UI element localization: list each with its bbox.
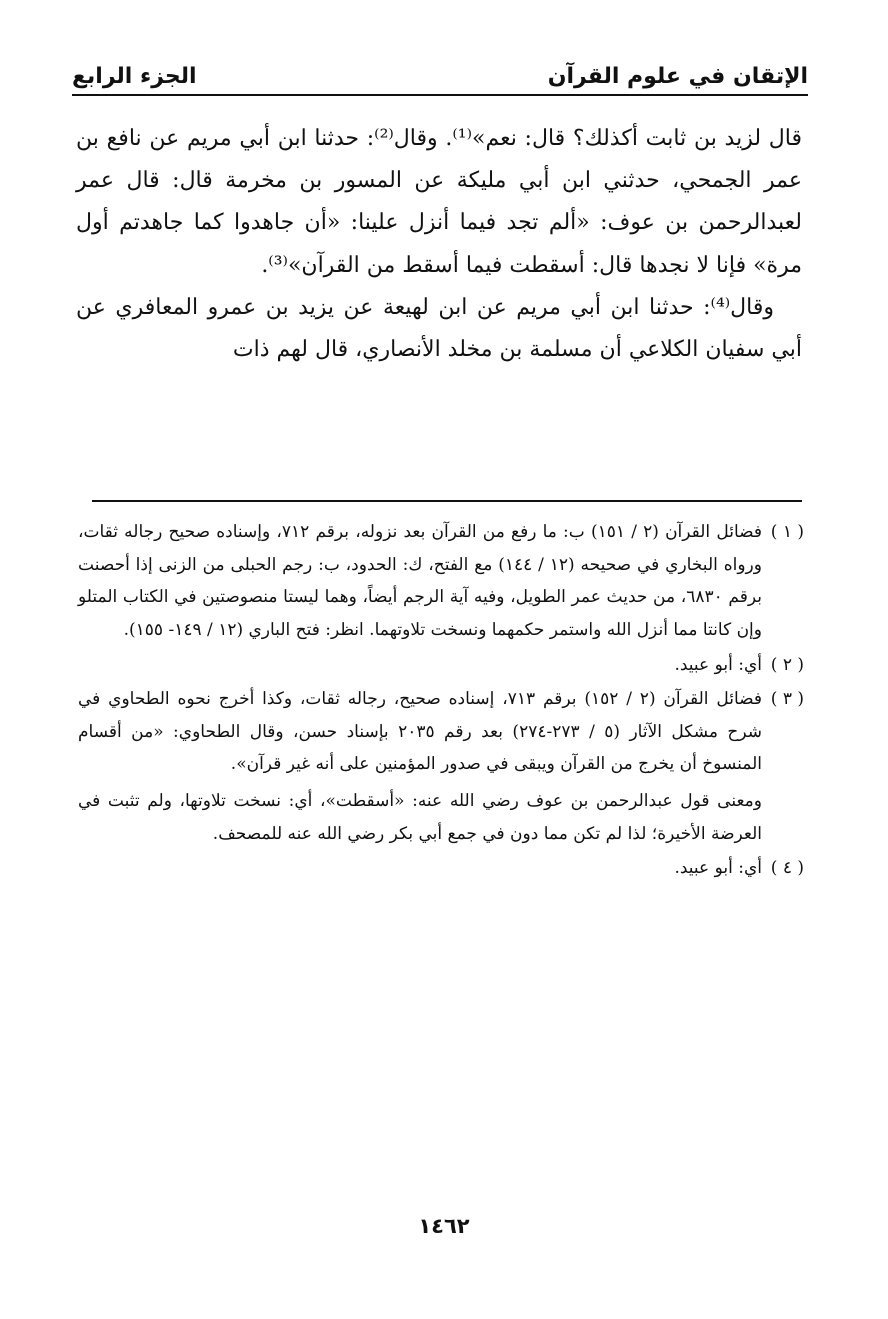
main-text — [76, 118, 802, 371]
footnotes — [78, 516, 804, 887]
footnote-1 — [78, 516, 804, 647]
footnote-continuation: ومعنى قول عبدالرحمن بن عوف رضي الله عنه: «أسقطت»، أي: نسخت تلاوتها، ولم تثبت في العرضة الأخيرة؛ لذا لم تكن مما دون في جمع أبي بكر رضي الله عنه للمصحف. — [78, 791, 762, 844]
footnote-number: ( ٤ ) — [770, 858, 804, 879]
footnote-text: أي: أبو عبيد. — [674, 654, 762, 675]
main-paragraph-2: وقال⁽⁴⁾: حدثنا ابن أبي مريم عن ابن لهيعة عن يزيد بن عمرو المعافري عن أبي سفيان الكلاعي أن مسلمة بن مخلد الأنصاري، قال لهم ذات — [76, 294, 802, 363]
main-paragraph-1: قال لزيد بن ثابت أكذلك؟ قال: نعم»⁽¹⁾. وقال⁽²⁾: حدثنا ابن أبي مريم عن نافع بن عمر الجمحي، حدثني ابن أبي مليكة عن المسور بن مخرمة قال: قال عمر لعبدالرحمن بن عوف: «ألم تجد فيما أنزل علينا: «أن جاهدوا كما جاهدتم أول مرة» فإنا لا نجدها قال: أسقطت فيما أسقط من القرآن»⁽³⁾. — [76, 126, 802, 278]
footnote-2 — [78, 649, 804, 682]
footnote-separator — [92, 500, 802, 502]
footnote-text: فضائل القرآن (٢ / ١٥٢) برقم ٧١٣، إسناده صحيح، رجاله ثقات، وكذا أخرج نحوه الطحاوي في شرح مشكل الآثار (٥ / ٢٧٣-٢٧٤) بعد رقم ٢٠٣٥ بإسناد حسن، وقال الطحاوي: «من أقسام المنسوخ أن يخرج من القرآن ويبقى في صدور المؤمنين على أنه غير قرآن». — [78, 689, 762, 775]
footnote-number: ( ١ ) — [770, 522, 804, 542]
book-title: الإتقان في علوم القرآن — [547, 64, 808, 89]
footnote-text: أي: أبو عبيد. — [674, 858, 762, 879]
footnote-4 — [78, 852, 804, 885]
footnote-number: ( ٢ ) — [770, 654, 804, 675]
footnote-3 — [78, 683, 804, 850]
page-number: ١٤٦٢ — [418, 1214, 470, 1238]
footnote-text: فضائل القرآن (٢ / ١٥١) ب: ما رفع من القرآن بعد نزوله، برقم ٧١٢، وإسناده صحيح رجاله ثقات، ورواه البخاري في صحيحه (١٢ / ١٤٤) مع الفتح، ك: الحدود، ب: رجم الحبلى من الزنى إذا أحصنت برقم ٦٨٣٠، من حديث عمر الطويل، وفيه آية الرجم أيضاً، وهما ليستا منصوصتين في الكتاب المتلو وإن كانتا مما أنزل الله واستمر حكمهما ونسخت تلاوتهما. انظر: فتح الباري (١٢ / ١٤٩- ١٥٥). — [78, 522, 762, 640]
running-header — [72, 52, 808, 96]
footnote-number: ( ٣ ) — [770, 689, 804, 710]
volume-label: الجزء الرابع — [72, 64, 197, 89]
